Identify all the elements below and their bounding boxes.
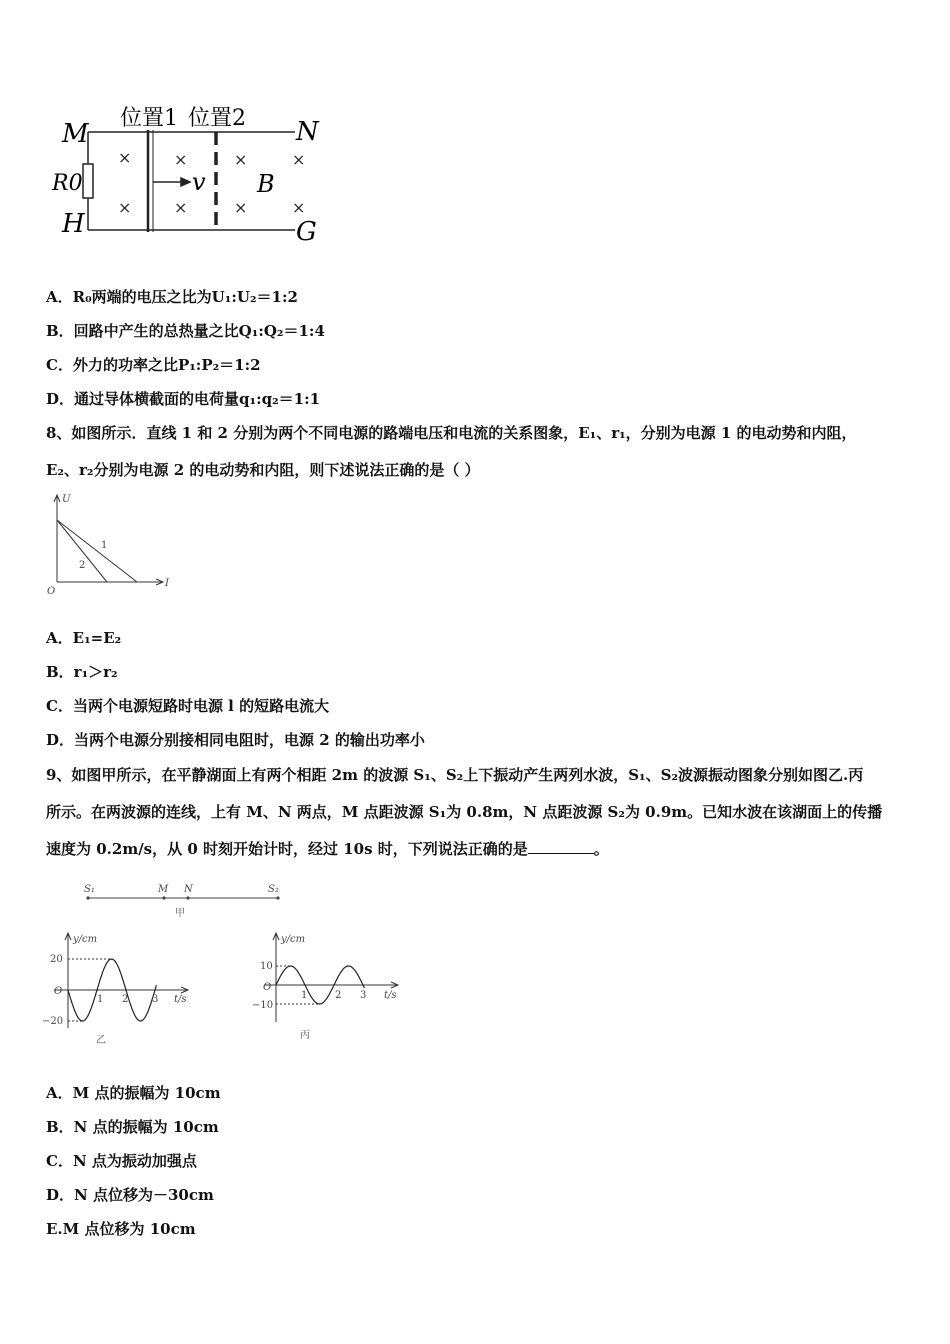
label-position2: 位置2 (188, 106, 246, 131)
graph-line1-label: 1 (101, 540, 108, 551)
q9-stem-line2: 所示。在两波源的连线，上有 M、N 两点，M 点距波源 S₁为 0.8m，N 点距波源 S₂为 0.9m。已知水波在该湖面上的传播 (46, 803, 883, 821)
q7-option-a: A．R₀两端的电压之比为U₁:U₂＝1:2 (46, 288, 298, 306)
q9-option-d: D．N 点位移为－30cm (46, 1186, 214, 1204)
label-G: G (296, 217, 317, 247)
q8-option-a: A．E₁=E₂ (46, 629, 122, 647)
field-mark: × (118, 198, 132, 217)
q8-stem-line1: 8、如图所示．直线 1 和 2 分别为两个不同电源的路端电压和电流的关系图象，E₁、r₁，分别为电源 1 的电动势和内阻， (46, 424, 857, 442)
figure-jia (80, 878, 290, 922)
bing-tick-1: 1 (301, 990, 308, 1001)
bing-y-min: −10 (252, 1000, 274, 1011)
yi-tick-2: 2 (122, 994, 129, 1005)
q8-option-d: D．当两个电源分别接相同电阻时，电源 2 的输出功率小 (46, 731, 425, 749)
label-v: v (192, 168, 206, 196)
q8-option-c: C．当两个电源短路时电源 l 的短路电流大 (46, 697, 330, 715)
yi-y-min: −20 (42, 1016, 64, 1027)
ui-graph-figure (45, 490, 175, 600)
yi-origin: O (54, 986, 63, 997)
q9-stem-text: 速度为 0.2m/s，从 0 时刻开始计时，经过 10s 时，下列说法正确的是 (46, 840, 528, 858)
yi-t-label: t/s (174, 994, 187, 1005)
figure-bing (250, 928, 410, 1048)
label-M: M (62, 119, 89, 149)
field-mark: × (234, 150, 248, 169)
bing-tick-2: 2 (335, 990, 342, 1001)
jia-s1: S₁ (84, 884, 95, 895)
circuit-figure (50, 100, 330, 250)
label-position1: 位置1 (120, 106, 178, 131)
q9-stem-line1: 9、如图甲所示，在平静湖面上有两个相距 2m 的波源 S₁、S₂上下振动产生两列水波，S₁、S₂波源振动图象分别如图乙.丙 (46, 766, 864, 784)
field-mark: × (292, 198, 306, 217)
bing-origin: O (263, 982, 272, 993)
field-mark: × (234, 198, 248, 217)
jia-caption: 甲 (175, 908, 185, 919)
q9-option-e: E.M 点位移为 10cm (46, 1220, 196, 1238)
bing-tick-3: 3 (360, 990, 367, 1001)
q9-option-a: A．M 点的振幅为 10cm (46, 1084, 221, 1102)
answer-blank (528, 839, 594, 854)
label-N: N (296, 117, 319, 147)
graph-origin-label: O (47, 586, 56, 597)
q7-option-d: D．通过导体横截面的电荷量q₁:q₂＝1:1 (46, 390, 321, 408)
graph-x-label: I (165, 578, 169, 589)
q7-option-b: B．回路中产生的总热量之比Q₁:Q₂＝1:4 (46, 322, 325, 340)
jia-s2: S₂ (268, 884, 279, 895)
q9-stem-end: 。 (593, 840, 609, 858)
bing-y-label: y/cm (281, 934, 306, 945)
yi-tick-3: 3 (152, 994, 159, 1005)
field-mark: × (118, 148, 132, 167)
yi-y-label: y/cm (73, 934, 98, 945)
yi-caption: 乙 (96, 1035, 106, 1046)
jia-n: N (184, 884, 193, 895)
label-H: H (62, 209, 85, 239)
bing-t-label: t/s (384, 990, 397, 1001)
yi-y-max: 20 (50, 954, 63, 965)
jia-m: M (158, 884, 169, 895)
q7-option-c: C．外力的功率之比P₁:P₂＝1:2 (46, 356, 261, 374)
q9-stem-line3 (46, 839, 609, 859)
q9-option-b: B．N 点的振幅为 10cm (46, 1118, 219, 1136)
bing-y-max: 10 (260, 961, 273, 972)
graph-y-label: U (62, 494, 71, 505)
q9-option-c: C．N 点为振动加强点 (46, 1152, 197, 1170)
yi-tick-1: 1 (97, 994, 104, 1005)
field-mark: × (174, 150, 188, 169)
bing-caption: 丙 (300, 1030, 310, 1041)
field-mark: × (292, 150, 306, 169)
q8-option-b: B．r₁＞r₂ (46, 663, 118, 681)
label-R0: R0 (52, 171, 83, 196)
field-mark: × (174, 198, 188, 217)
figure-yi (40, 928, 200, 1048)
graph-line2-label: 2 (79, 560, 86, 571)
label-B: B (257, 170, 275, 198)
q8-stem-line2: E₂、r₂分别为电源 2 的电动势和内阻，则下述说法正确的是（ ） (46, 461, 480, 479)
